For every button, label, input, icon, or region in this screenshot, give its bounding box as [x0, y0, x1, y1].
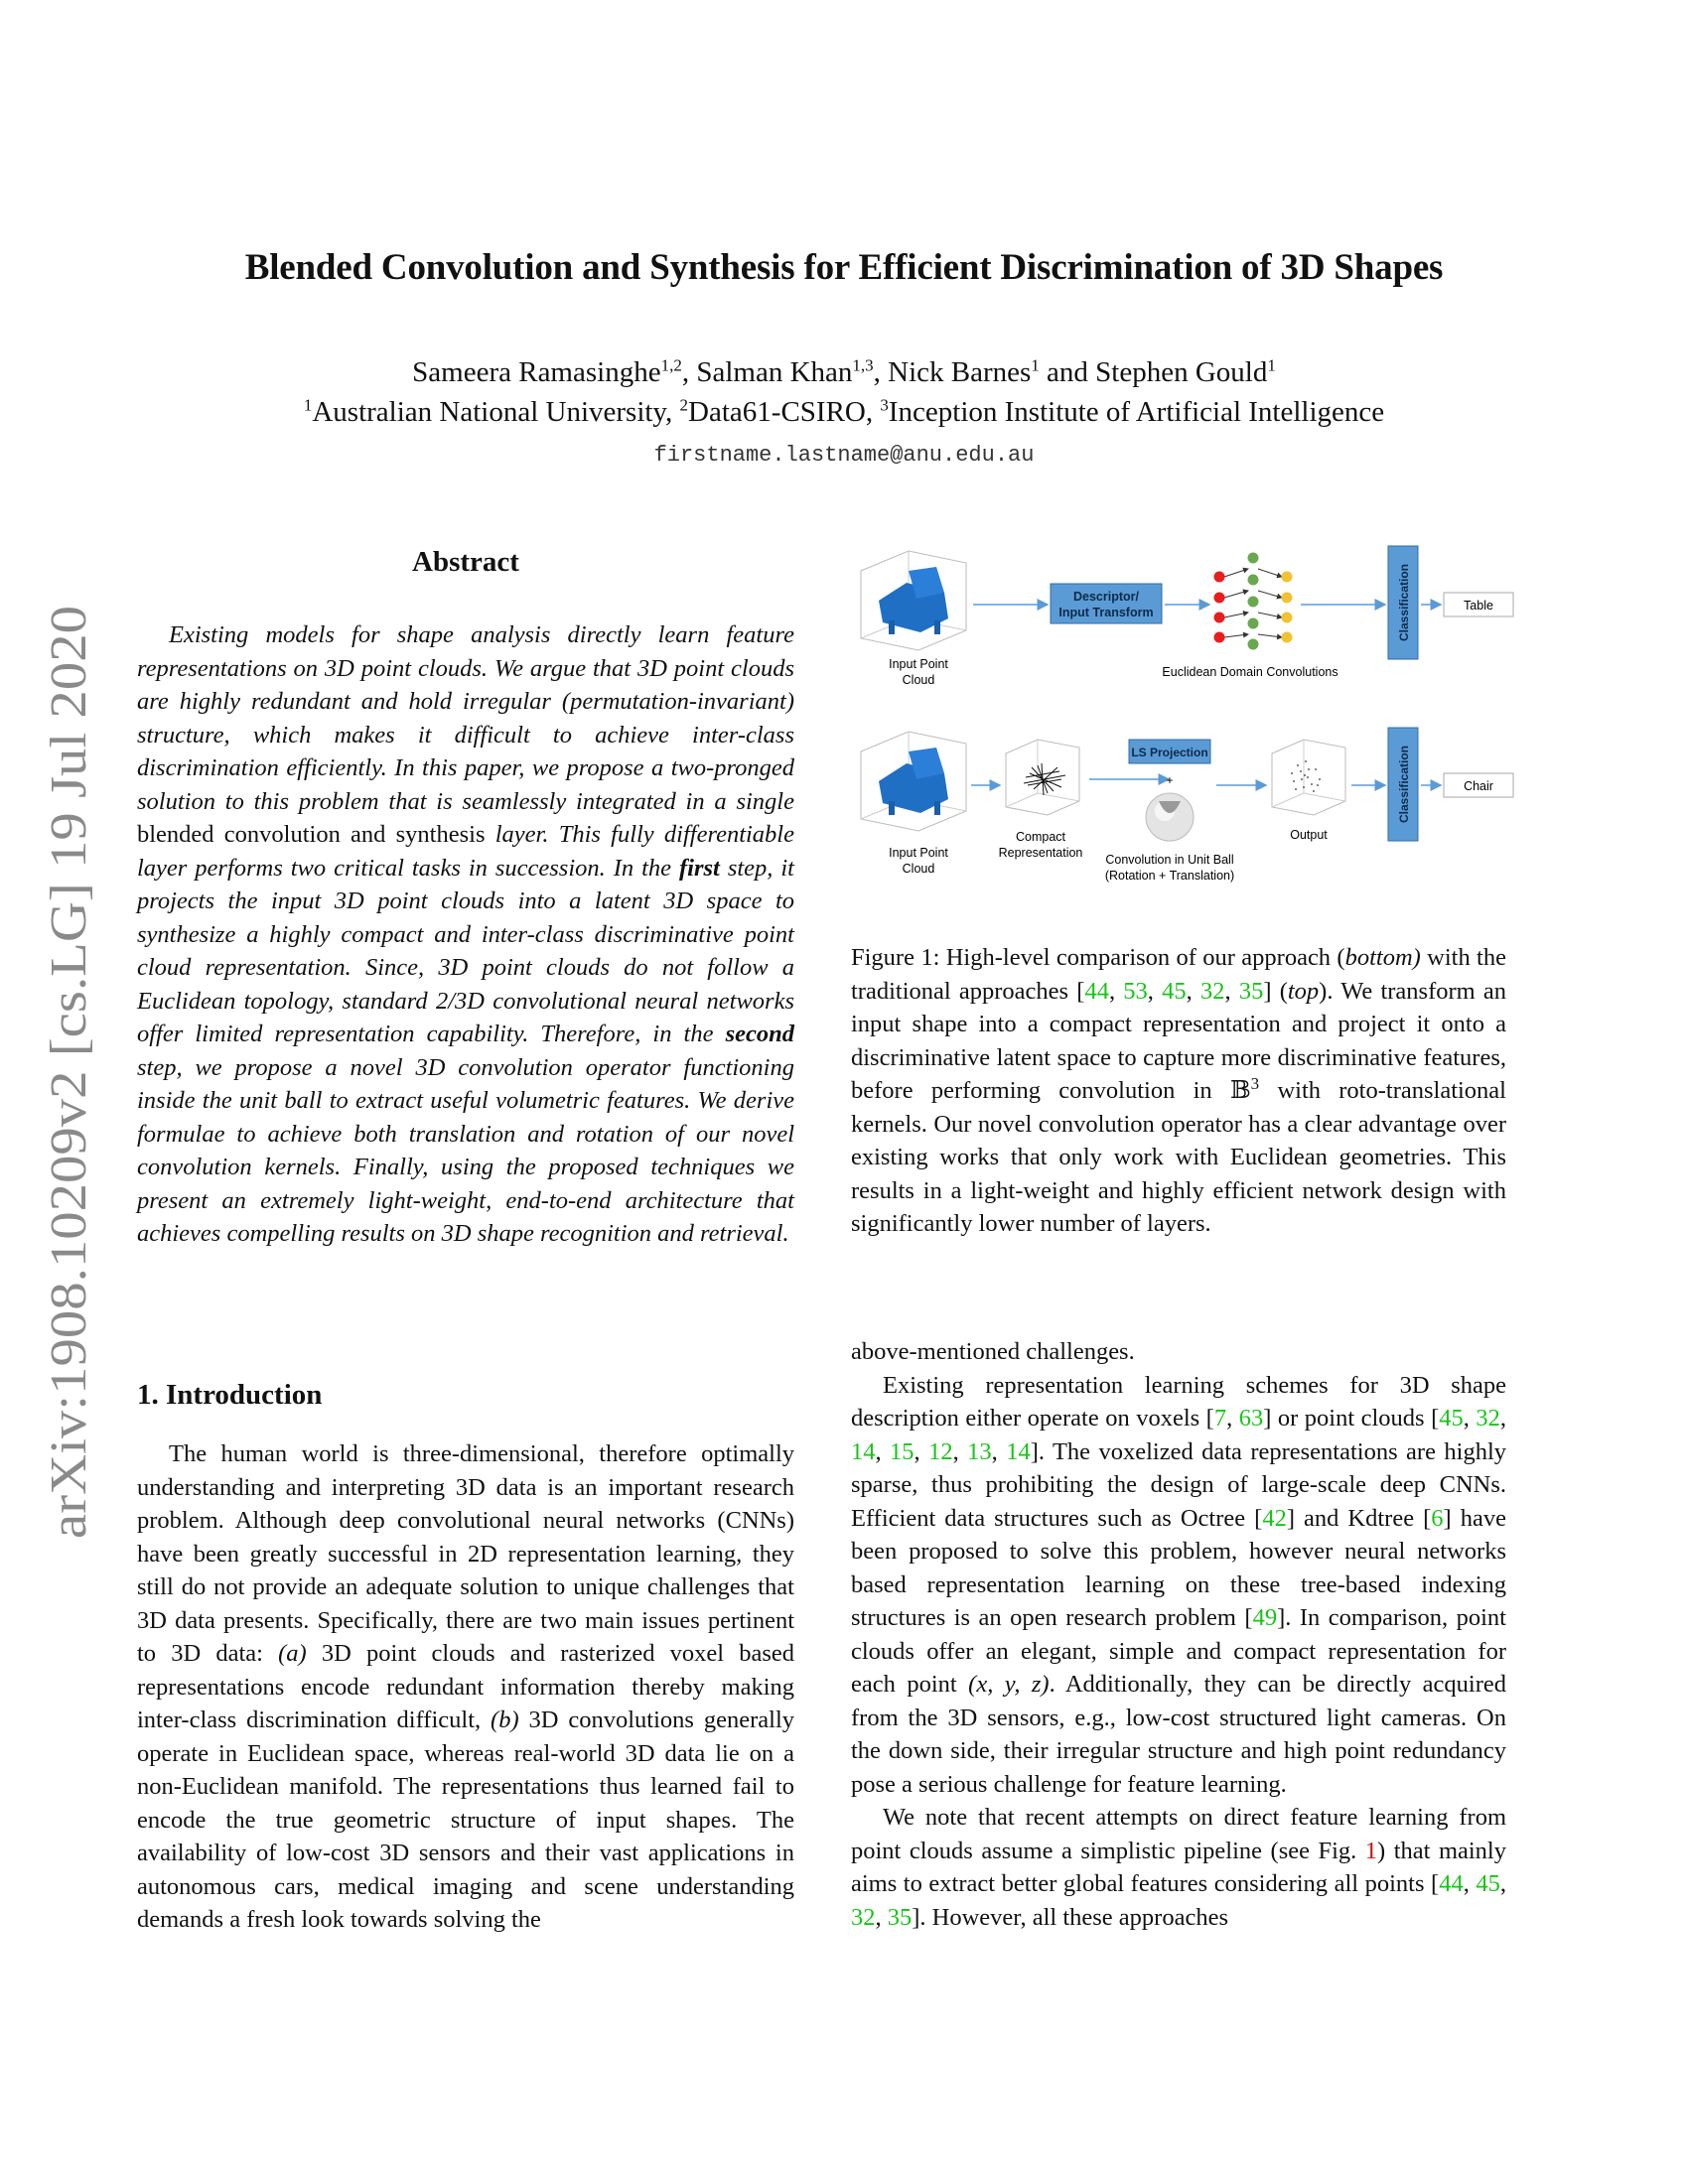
author-block: [0, 352, 1688, 432]
citation-link[interactable]: 42: [1262, 1504, 1287, 1532]
bottom-input-label: Cloud: [902, 862, 935, 876]
arxiv-stamp: [28, 596, 97, 1539]
abstract-text: step, it projects the input 3D point clouds into a latent 3D space to synthesize a highly compact and inter-class discriminative point cloud representation. Since, 3D point clouds do not follow a Euclidean topology, standard 2/3D convolutional neural networks offer limited representation capability. Therefore, in the: [137, 854, 794, 1047]
citation-link[interactable]: 63: [1238, 1405, 1264, 1432]
author-affiliation: 1,2: [660, 355, 682, 375]
intro-text: above-mentioned challenges.: [851, 1338, 1135, 1365]
abstract-emphasis: second: [725, 1021, 794, 1047]
affiliation-line: [0, 392, 1688, 432]
top-output-label: Table: [1464, 599, 1493, 613]
author-separator: ,: [681, 356, 697, 388]
citation-link[interactable]: 13: [967, 1437, 992, 1465]
intro-paragraph-1-end: [851, 1335, 1506, 1369]
arxiv-id: arXiv:1908.10209v2 [cs.LG] 19 Jul 2020: [41, 684, 97, 1539]
citation-link[interactable]: 45: [1439, 1405, 1464, 1432]
abstract-text: layer. This fully differentiable layer performs two critical tasks in succession. In the: [137, 821, 794, 882]
citation-link[interactable]: 6: [1431, 1504, 1444, 1532]
intro-right-column: [851, 1335, 1506, 1934]
citation-link[interactable]: 35: [1238, 977, 1264, 1005]
caption-text: Figure 1: High-level comparison of our approach (: [851, 944, 1345, 971]
intro-paragraph-1: [137, 1437, 794, 1937]
bottom-input-label: Input Point: [889, 846, 948, 860]
top-input-cube: [861, 551, 966, 650]
affiliation-separator: ,: [665, 396, 680, 428]
intro-paragraph-2: Existing representation learning schemes for 3D shape description either operate on voxels [7, 63] or point clouds [45, 32, 14, 15, 12, 13, 14]. The voxelized data representations are highly sparse, thus prohibiting the design of large-scale deep CNNs. Efficient data structures such as Octree [42] and Kdtree [6] have been proposed to solve this problem, however neural networks based representation learning on these tree-based indexing structures is an open research problem [49]. In comparison, point clouds offer an elegant, simple and compact representation for each point (x, y, z). Additionally, they can be directly acquired from the 3D sensors, e.g., low-cost structured light cameras. On the down side, their irregular structure and high point redundancy pose a serious challenge for feature learning.: [851, 1371, 1506, 1798]
caption-text: ] (: [1263, 977, 1288, 1005]
math-symbol: 𝔹: [1229, 1077, 1251, 1104]
conv-ball-label: (Rotation + Translation): [1104, 869, 1235, 883]
caption-text: with roto-translational kernels. Our novel convolution operator has a clear advantage over existing works that only work with Euclidean geometries. This results in a light-weight and highly efficient network design with significantly lower number of layers.: [851, 1077, 1506, 1237]
abstract-paragraph: [137, 618, 794, 1251]
citation-link[interactable]: 15: [890, 1437, 914, 1465]
intro-text: Existing representation learning schemes for 3D shape description either operate on voxels [: [851, 1371, 1506, 1432]
citation-link[interactable]: 35: [887, 1903, 913, 1931]
citation-link[interactable]: 12: [928, 1437, 953, 1465]
intro-text: 3D point clouds and rasterized voxel based representations encode redundant information thereby making inter-class discrimination difficult,: [137, 1640, 794, 1733]
bottom-output-label: Chair: [1464, 779, 1493, 793]
citation-link[interactable]: 49: [1252, 1604, 1278, 1631]
section-heading-introduction: 1. Introduction: [137, 1379, 323, 1411]
affiliation-name: Inception Institute of Artificial Intelligence: [888, 396, 1385, 428]
figure-1-caption: Figure 1: High-level comparison of our approach (bottom) with the traditional approaches [44, 53, 45, 32, 35] (top). We transform an input shape into a compact representation and project it onto a discriminative latent space to capture more discriminative features, before performing convolution in 𝔹$^3$ with roto-translational kernels. Our novel convolution operator has a clear advantage over existing works that only work with Euclidean geometries. This results in a light-weight and highly efficient network design with significantly lower number of layers.: [851, 944, 1507, 1237]
output-label: Output: [1290, 828, 1328, 842]
intro-text: ) that mainly aims to extract better global features considering all points [: [851, 1837, 1506, 1897]
intro-text: ]. In comparison, point clouds offer an elegant, simple and compact representation for each point: [851, 1604, 1506, 1698]
math-inline: (x, y, z): [968, 1671, 1050, 1698]
affiliation-number: 2: [679, 395, 689, 415]
intro-text: The human world is three-dimensional, therefore optimally understanding and interpreting 3D data is an important research problem. Although deep convolutional neural networks (CNNs) have been greatly successful in 2D representation learning, they still do not provide an adequate solution to unique challenges that 3D data presents. Specifically, there are two main issues pertinent to 3D data:: [137, 1440, 794, 1667]
author-name: Salman Khan: [696, 356, 853, 388]
author-affiliation: 1: [1031, 355, 1040, 375]
author-separator: and: [1039, 356, 1096, 388]
euclidean-conv-dots: [1214, 553, 1293, 650]
top-input-label: Cloud: [902, 673, 935, 687]
citation-link[interactable]: 44: [1084, 977, 1109, 1005]
caption-emphasis: top: [1287, 977, 1320, 1005]
affiliation-name: Australian National University: [312, 396, 666, 428]
abstract-text: step, we propose a novel 3D convolution operator functioning inside the unit ball to extract useful volumetric features. We derive formulae to achieve both translation and rotation of our novel convolution kernels. Finally, using the proposed techniques we present an extremely light-weight, end-to-end architecture that achieves compelling results on 3D shape recognition and retrieval.: [137, 1053, 794, 1247]
author-line: [0, 352, 1688, 392]
citation-link[interactable]: 32: [1476, 1405, 1500, 1432]
intro-text: We note that recent attempts on direct feature learning from point clouds assume a simplistic pipeline (see Fig.: [851, 1804, 1506, 1864]
author-name: Stephen Gould: [1095, 356, 1268, 388]
euclidean-label: Euclidean Domain Convolutions: [1162, 665, 1338, 679]
citation-link[interactable]: 53: [1123, 977, 1148, 1005]
affiliation-name: Data61-CSIRO: [688, 396, 866, 428]
top-classification-label: Classification: [1397, 563, 1411, 642]
plus-sign: +: [1166, 773, 1174, 787]
citation-link[interactable]: 44: [1439, 1870, 1464, 1897]
paper-title: Blended Convolution and Synthesis for Efficient Discrimination of 3D Shapes: [244, 247, 1444, 288]
citation-link[interactable]: 45: [1476, 1870, 1500, 1897]
bottom-input-cube: [861, 732, 966, 831]
abstract-body: [137, 618, 794, 1251]
intro-text: ] and Kdtree [: [1286, 1504, 1432, 1532]
author-separator: ,: [873, 356, 889, 388]
intro-text: ] have been proposed to solve this problem, however neural networks based representation learning on these tree-based indexing structures is an open research problem [: [851, 1504, 1506, 1631]
descriptor-label: Descriptor/: [1073, 590, 1139, 604]
affiliation-separator: ,: [865, 396, 881, 428]
conv-ball-label: Convolution in Unit Ball: [1105, 853, 1234, 867]
intro-emphasis: (a): [278, 1640, 307, 1667]
affiliation-number: 1: [303, 395, 313, 415]
abstract-emphasis: first: [679, 854, 720, 882]
top-input-label: Input Point: [889, 657, 948, 671]
caption-emphasis: bottom): [1344, 944, 1421, 971]
abstract-upright-text: blended convolution and synthesis: [137, 821, 486, 848]
compact-label: Compact: [1015, 830, 1066, 844]
author-email: firstname.lastname@anu.edu.au: [653, 443, 1035, 468]
citation-link[interactable]: 14: [851, 1437, 876, 1465]
abstract-text: Existing models for shape analysis directly learn feature representations on 3D point clouds. We argue that 3D point clouds are highly redundant and hold irregular (permutation-invariant) structure, which makes it difficult to achieve inter-class discrimination efficiently. In this paper, we propose a two-pronged solution to this problem that is seamlessly integrated in a single: [137, 621, 794, 815]
citation-link[interactable]: 7: [1213, 1405, 1227, 1432]
compact-label: Representation: [998, 846, 1083, 860]
caption-text: ). We transform an input shape into a compact representation and project it onto a discriminative latent space to capture more discriminative features, before performing convolution in: [851, 977, 1507, 1104]
affiliation-number: 3: [880, 395, 889, 415]
intro-text: 3D convolutions generally operate in Euclidean space, whereas real-world 3D data lie on a non-Euclidean manifold. The representations thus learned fail to encode the true geometric structure of input shapes. The availability of low-cost 3D sensors and their vast applications in autonomous cars, medical imaging and scene understanding demands a fresh look towards solving the: [137, 1706, 795, 1933]
intro-text: ]. However, all these approaches: [912, 1903, 1228, 1931]
math-exponent: 3: [1250, 1073, 1260, 1093]
intro-emphasis: (b): [491, 1706, 519, 1733]
author-affiliation: 1: [1267, 355, 1276, 375]
citation-link[interactable]: 45: [1162, 977, 1187, 1005]
compact-representation-cube: [1006, 740, 1079, 815]
output-cube: [1272, 740, 1345, 815]
ls-projection-label: LS Projection: [1131, 746, 1208, 759]
bottom-classification-label: Classification: [1397, 745, 1411, 824]
author-name: Sameera Ramasinghe: [412, 356, 661, 388]
citation-link[interactable]: 14: [1006, 1437, 1031, 1465]
unit-ball-icon: [1146, 793, 1194, 841]
descriptor-label: Input Transform: [1058, 606, 1154, 619]
caption-text: with the traditional approaches [: [851, 944, 1506, 1005]
figure-1: [849, 541, 1524, 908]
author-affiliation: 1,3: [852, 355, 874, 375]
intro-text: ]. The voxelized data representations are highly sparse, thus prohibiting the design of large-scale deep CNNs. Efficient data structures such as Octree [: [851, 1437, 1506, 1532]
intro-text: . Additionally, they can be directly acquired from the 3D sensors, e.g., low-cost structured light cameras. On the down side, their irregular structure and high point redundancy pose a serious challenge for feature learning.: [851, 1671, 1506, 1798]
citation-link[interactable]: 32: [1199, 977, 1225, 1005]
citation-link[interactable]: 32: [851, 1903, 876, 1931]
intro-paragraph-3: We note that recent attempts on direct feature learning from point clouds assume a simplistic pipeline (see Fig. 1) that mainly aims to extract better global features considering all points [44, 45, 32, 35]. However, all these approaches: [851, 1804, 1506, 1931]
abstract-heading: Abstract: [412, 546, 519, 578]
intro-text: ] or point clouds [: [1263, 1405, 1440, 1432]
figure-ref-link[interactable]: 1: [1364, 1837, 1378, 1864]
author-name: Nick Barnes: [888, 356, 1032, 388]
